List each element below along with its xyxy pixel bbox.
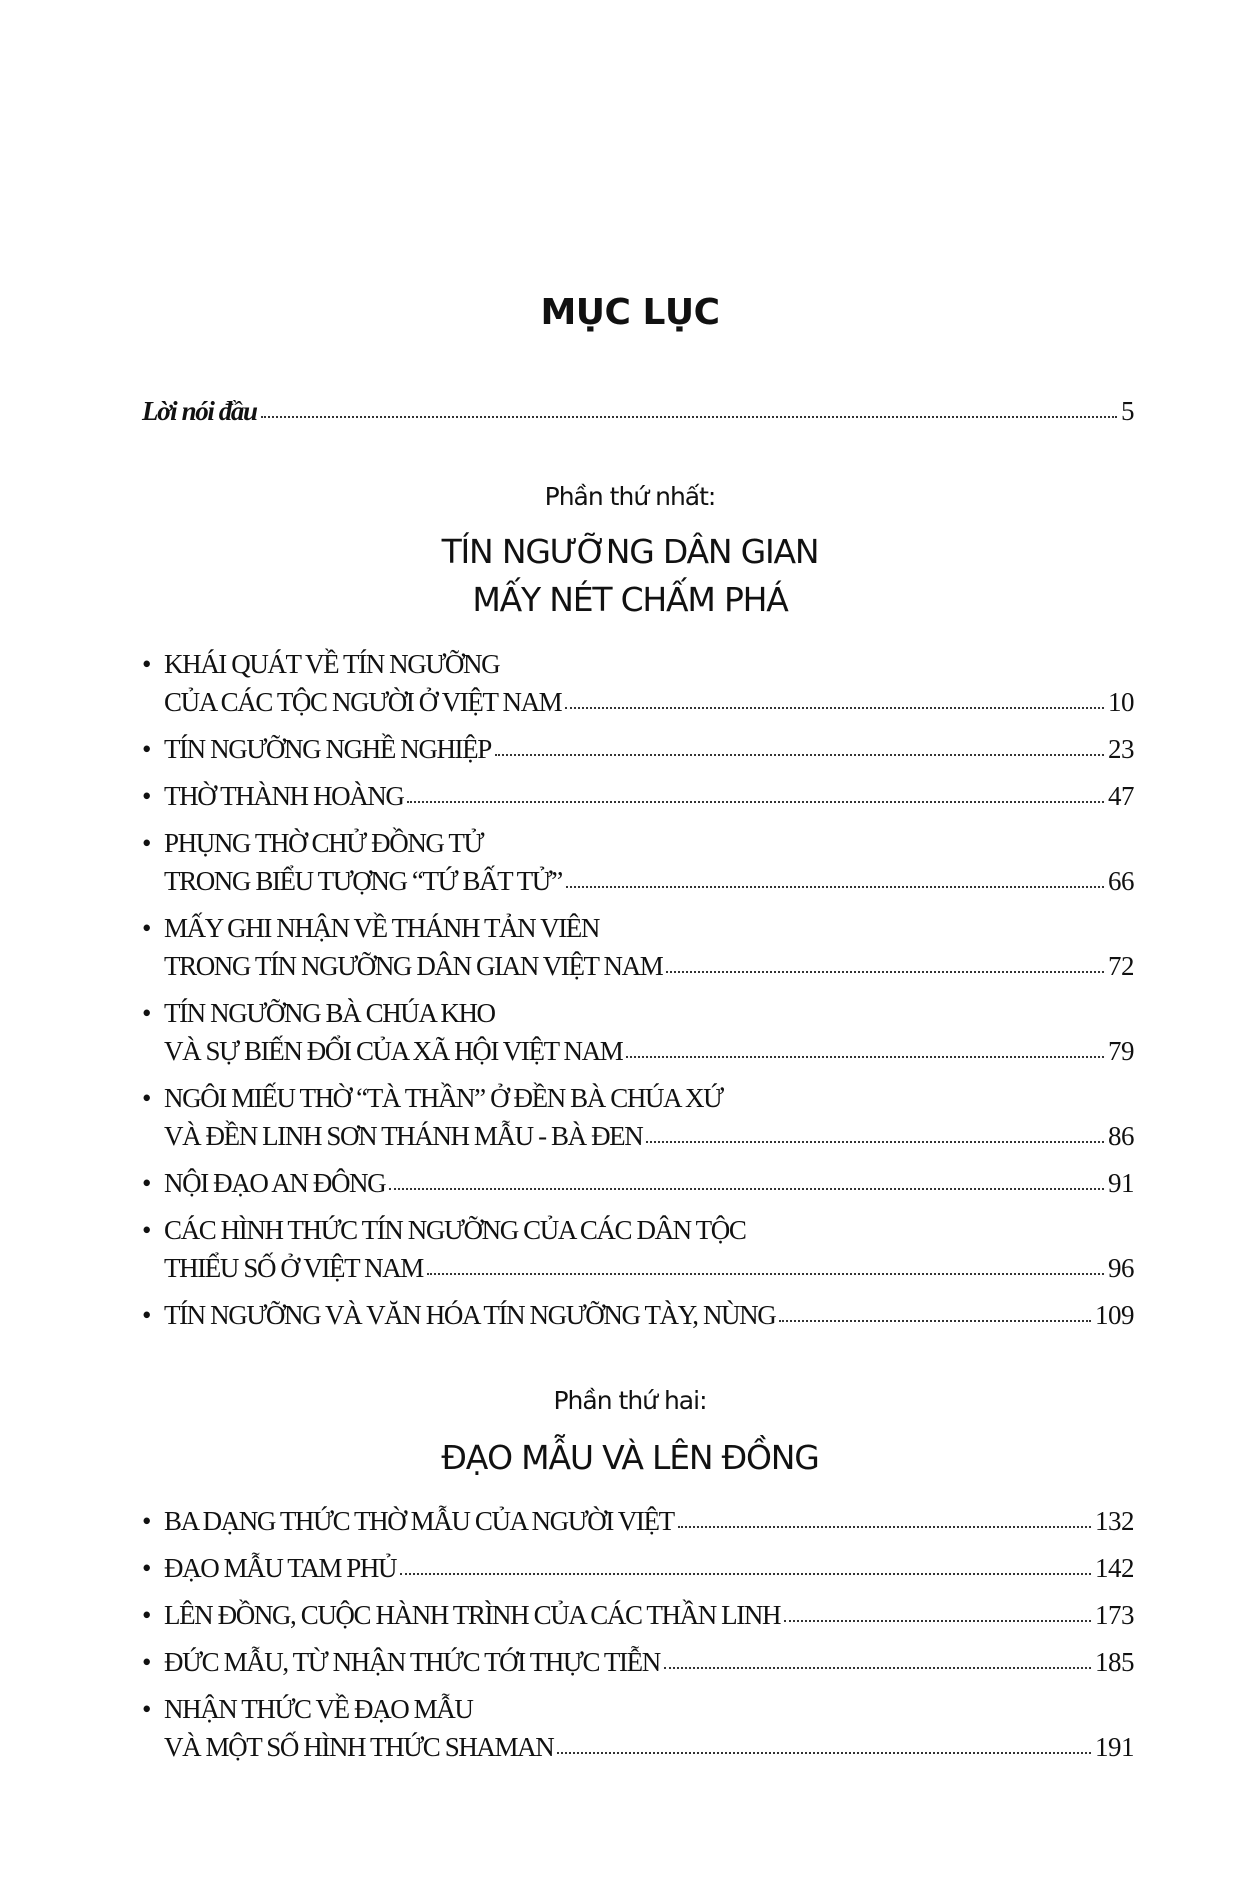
dot-leader [566,886,1104,888]
toc-entry[interactable] [142,645,1134,721]
dot-leader [678,1526,1091,1528]
dot-leader [626,1056,1104,1058]
entry-line [142,994,1134,1032]
entry-title: NHẬN THỨC VỀ ĐẠO MẪU [164,1694,473,1724]
bullet-icon: • [142,649,151,679]
bullet-icon: • [142,913,151,943]
dot-leader [784,1620,1091,1622]
bullet-icon: • [142,1300,151,1330]
bullet-icon: • [142,998,151,1028]
entry-line [142,730,1134,768]
toc-entry[interactable] [142,1549,1134,1587]
toc-entry[interactable] [142,1296,1134,1334]
entry-title: Lời nói đầu [142,396,257,426]
toc-entry-intro[interactable] [142,396,1134,427]
entry-line [142,1690,1134,1728]
dot-leader [407,801,1104,803]
page-number: 142 [1095,1553,1134,1583]
entry-title: CỦA CÁC TỘC NGƯỜI Ở VIỆT NAM [164,687,562,717]
entry-line [142,1596,1134,1634]
entry-title: TÍN NGƯỠNG VÀ VĂN HÓA TÍN NGƯỠNG TÀY, NÙNG [164,1300,776,1330]
entry-line [142,947,1134,985]
entry-line [142,909,1134,947]
dot-leader [557,1752,1091,1754]
page-number: 47 [1108,781,1134,811]
dot-leader [666,971,1104,973]
dot-leader [646,1141,1104,1143]
page-title: MỤC LỤC [540,292,720,333]
entry-line [142,1643,1134,1681]
page-number: 79 [1108,1036,1134,1066]
bullet-icon: • [142,734,151,764]
bullet-icon: • [142,1600,151,1630]
page-number: 173 [1095,1600,1134,1630]
entry-title: LÊN ĐỒNG, CUỘC HÀNH TRÌNH CỦA CÁC THẦN LINH [164,1600,781,1630]
entry-line [142,1079,1134,1117]
page-number: 132 [1095,1506,1134,1536]
toc-entry[interactable] [142,1690,1134,1766]
bullet-icon: • [142,1506,151,1536]
entry-line [142,645,1134,683]
bullet-icon: • [142,781,151,811]
toc-entry[interactable] [142,994,1134,1070]
entry-line [142,683,1134,721]
page-number: 91 [1108,1168,1134,1198]
bullet-icon: • [142,1215,151,1245]
toc-entry[interactable] [142,1079,1134,1155]
entry-title: VÀ ĐỀN LINH SƠN THÁNH MẪU - BÀ ĐEN [164,1121,643,1151]
entry-title: CÁC HÌNH THỨC TÍN NGƯỠNG CỦA CÁC DÂN TỘC [164,1215,746,1245]
page-number: 72 [1108,951,1134,981]
entry-line [142,1211,1134,1249]
bullet-icon: • [142,1553,151,1583]
part-heading-line: MẤY NÉT CHẤM PHÁ [472,580,788,619]
entry-line [142,1296,1134,1334]
toc-entry[interactable] [142,1164,1134,1202]
entry-title: PHỤNG THỜ CHỬ ĐỒNG TỬ [164,828,484,858]
dot-leader [427,1273,1104,1275]
toc-entry[interactable] [142,1643,1134,1681]
entry-line [142,1032,1134,1070]
part-heading-line: TÍN NGƯỠNG DÂN GIAN [441,532,819,571]
entry-title: ĐỨC MẪU, TỪ NHẬN THỨC TỚI THỰC TIỄN [164,1647,660,1677]
entry-title: NGÔI MIẾU THỜ “TÀ THẦN” Ở ĐỀN BÀ CHÚA XỨ [164,1083,723,1113]
page-number: 109 [1095,1300,1134,1330]
toc-entry[interactable] [142,777,1134,815]
entry-title: TÍN NGƯỠNG NGHỀ NGHIỆP [164,734,491,764]
part-label: Phần thứ nhất: [544,482,716,511]
dot-leader [565,707,1104,709]
toc-entry[interactable] [142,1596,1134,1634]
dot-leader [400,1573,1091,1575]
entry-title: TRONG TÍN NGƯỠNG DÂN GIAN VIỆT NAM [164,951,663,981]
entry-line [142,824,1134,862]
part-heading-line: ĐẠO MẪU VÀ LÊN ĐỒNG [441,1438,819,1477]
entry-title: THIỂU SỐ Ở VIỆT NAM [164,1253,423,1283]
toc-entry[interactable] [142,909,1134,985]
dot-leader [261,416,1117,418]
entry-line [142,777,1134,815]
bullet-icon: • [142,828,151,858]
entry-line [142,1728,1134,1766]
page-number: 23 [1108,734,1134,764]
toc-entry[interactable] [142,1502,1134,1540]
page-number: 5 [1121,396,1134,426]
entry-title: TRONG BIỂU TƯỢNG “TỨ BẤT TỬ” [164,866,562,896]
entry-title: TÍN NGƯỠNG BÀ CHÚA KHO [164,998,495,1028]
entry-title: VÀ SỰ BIẾN ĐỔI CỦA XÃ HỘI VIỆT NAM [164,1036,623,1066]
entry-line [142,1502,1134,1540]
bullet-icon: • [142,1083,151,1113]
bullet-icon: • [142,1168,151,1198]
dot-leader [779,1320,1091,1322]
page-number: 86 [1108,1121,1134,1151]
entry-line [142,1549,1134,1587]
toc-entry[interactable] [142,730,1134,768]
entry-title: ĐẠO MẪU TAM PHỦ [164,1553,397,1583]
page-number: 10 [1108,687,1134,717]
entry-title: KHÁI QUÁT VỀ TÍN NGƯỠNG [164,649,500,679]
entry-line [142,1117,1134,1155]
entry-line [142,1164,1134,1202]
entry-title: MẤY GHI NHẬN VỀ THÁNH TẢN VIÊN [164,913,599,943]
page-number: 185 [1095,1647,1134,1677]
toc-entry[interactable] [142,1211,1134,1287]
entry-line [142,1249,1134,1287]
entry-title: BA DẠNG THỨC THỜ MẪU CỦA NGƯỜI VIỆT [164,1506,674,1536]
bullet-icon: • [142,1647,151,1677]
page-number: 66 [1108,866,1134,896]
dot-leader [495,754,1104,756]
entry-title: THỜ THÀNH HOÀNG [164,781,404,811]
dot-leader [664,1667,1091,1669]
entry-title: VÀ MỘT SỐ HÌNH THỨC SHAMAN [164,1732,554,1762]
bullet-icon: • [142,1694,151,1724]
toc-entry[interactable] [142,824,1134,900]
part-label: Phần thứ hai: [553,1386,707,1415]
page-number: 191 [1095,1732,1134,1762]
page-number: 96 [1108,1253,1134,1283]
entry-title: NỘI ĐẠO AN ĐÔNG [164,1168,386,1198]
entry-line [142,862,1134,900]
dot-leader [389,1188,1104,1190]
